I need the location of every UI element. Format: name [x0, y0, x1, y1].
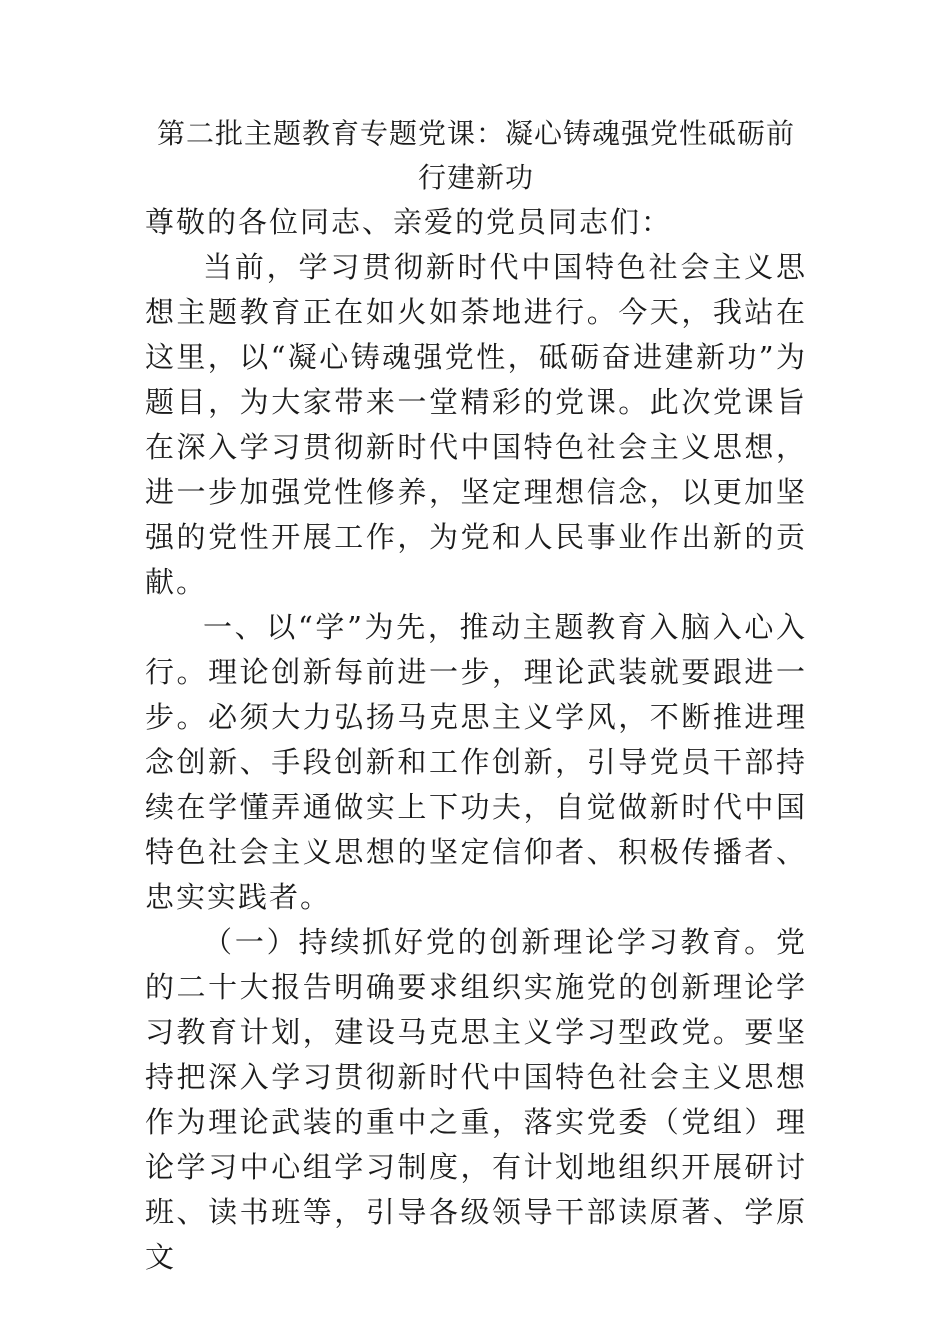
paragraph-intro: 当前，学习贯彻新时代中国特色社会主义思想主题教育正在如火如荼地进行。今天，我站在这里，以“凝心铸魂强党性，砥砺奋进建新功”为题目，为大家带来一堂精彩的党课。此次党课旨在深入学习贯彻新时代中国特色社会主义思想，进一步加强党性修养，坚定理想信念，以更加坚强的党性开展工作，为党和人民事业作出新的贡献。 — [145, 250, 807, 599]
paragraph-section-one: 一、以“学”为先，推动主题教育入脑入心入行。理论创新每前进一步，理论武装就要跟进一步。必须大力弘扬马克思主义学风，不断推进理念创新、手段创新和工作创新，引导党员干部持续在学懂弄通做实上下功夫，自觉做新时代中国特色社会主义思想的坚定信仰者、积极传播者、忠实实践者。 — [145, 610, 807, 914]
paragraph-subsection-one: （一）持续抓好党的创新理论学习教育。党的二十大报告明确要求组织实施党的创新理论学习教育计划，建设马克思主义学习型政党。要坚持把深入学习贯彻新时代中国特色社会主义思想作为理论武装的重中之重，落实党委（党组）理论学习中心组学习制度，有计划地组织开展研讨班、读书班等，引导各级领导干部读原著、学原文 — [145, 925, 807, 1274]
salutation: 尊敬的各位同志、亲爱的党员同志们： — [145, 205, 673, 239]
document-body — [145, 112, 807, 1280]
document-title: 第二批主题教育专题党课：凝心铸魂强党性砥砺前行建新功 — [156, 117, 795, 194]
